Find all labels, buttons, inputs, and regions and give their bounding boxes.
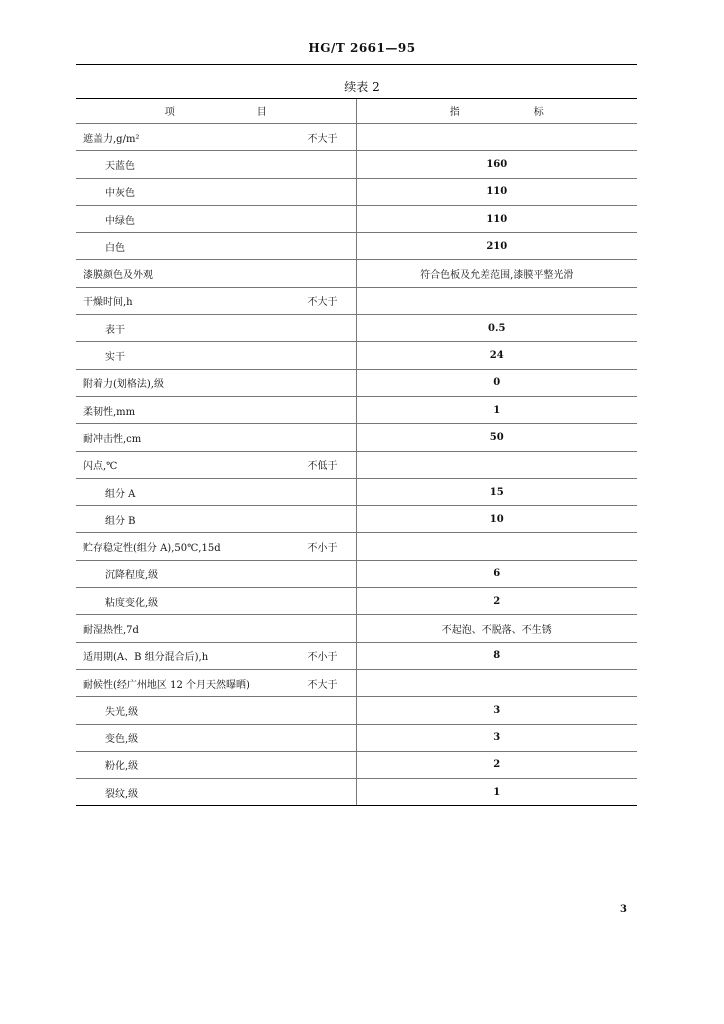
head-value-char-1: 指 [449,107,460,118]
table-head-row [76,98,637,124]
indicator-value: 1 [493,786,501,798]
head-item-cell [76,98,356,124]
item-label: 柔韧性,mm [83,406,136,418]
item-cell [76,724,356,751]
head-value-cell [356,98,637,124]
value-cell [356,124,637,151]
indicator-value: 3 [493,732,501,744]
item-cell [76,751,356,778]
item-qualifier: 不小于 [307,652,338,664]
item-cell [76,315,356,342]
value-cell [356,287,637,314]
item-label: 贮存稳定性(组分 A),50℃,15d [83,543,221,555]
item-qualifier: 不大于 [307,133,338,145]
item-cell [76,205,356,232]
table-row [76,260,637,287]
indicator-value: 8 [493,650,501,662]
item-cell [76,451,356,478]
item-cell [76,779,356,806]
value-cell [356,588,637,615]
value-cell [356,315,637,342]
table-row [76,478,637,505]
value-cell [356,451,637,478]
table-row [76,751,637,778]
value-cell [356,233,637,260]
value-cell [356,478,637,505]
item-label: 表干 [105,324,125,336]
head-item-char-2: 目 [256,107,267,118]
value-cell [356,506,637,533]
table-row [76,615,637,642]
indicator-value: 2 [493,759,501,771]
head-value-char-2: 标 [533,107,544,118]
value-cell [356,396,637,423]
item-cell [76,124,356,151]
value-cell [356,642,637,669]
table-row [76,178,637,205]
indicator-value: 0.5 [488,322,506,334]
table-row [76,533,637,560]
item-cell [76,396,356,423]
item-cell [76,478,356,505]
item-label: 遮盖力,g/m² [83,133,140,145]
value-cell [356,560,637,587]
indicator-value: 3 [493,704,501,716]
indicator-value: 2 [493,595,501,607]
table-row [76,342,637,369]
indicator-value: 160 [486,158,508,170]
item-qualifier: 不低于 [307,461,338,473]
item-cell [76,642,356,669]
indicator-value: 210 [486,240,508,252]
item-label: 附着力(划格法),级 [83,379,164,391]
table-row [76,124,637,151]
item-qualifier: 不大于 [307,297,338,309]
value-cell [356,178,637,205]
item-qualifier: 不大于 [307,679,338,691]
table-row [76,451,637,478]
item-cell [76,615,356,642]
item-label: 耐冲击性,cm [83,433,142,445]
value-cell [356,751,637,778]
value-cell [356,779,637,806]
item-label: 实干 [105,352,125,364]
item-label: 沉降程度,级 [105,570,159,582]
table-row [76,724,637,751]
table-row [76,642,637,669]
item-cell [76,697,356,724]
item-cell [76,669,356,696]
item-cell [76,533,356,560]
item-cell [76,178,356,205]
indicator-value: 110 [486,213,508,225]
item-cell [76,151,356,178]
value-cell [356,151,637,178]
indicator-value: 10 [489,513,504,525]
item-cell [76,369,356,396]
item-label: 中绿色 [105,215,135,227]
item-label: 天蓝色 [105,160,135,172]
item-cell [76,560,356,587]
item-cell [76,588,356,615]
table-row [76,424,637,451]
table-row [76,287,637,314]
table-row [76,205,637,232]
table-row [76,779,637,806]
head-item-char-1: 项 [164,107,175,118]
indicator-value: 15 [489,486,504,498]
indicator-value: 110 [486,186,508,198]
table-row [76,669,637,696]
indicator-value: 1 [493,404,501,416]
indicator-value: 不起泡、不脱落、不生锈 [441,624,552,636]
table-row [76,233,637,260]
table-row [76,151,637,178]
item-label: 闪点,℃ [83,461,118,473]
item-label: 组分 A [105,488,136,500]
item-label: 失光,级 [105,706,139,718]
item-cell [76,424,356,451]
item-label: 裂纹,级 [105,788,139,800]
value-cell [356,724,637,751]
value-cell [356,369,637,396]
table-row [76,369,637,396]
item-label: 粉化,级 [105,761,139,773]
item-cell [76,287,356,314]
item-qualifier: 不小于 [307,543,338,555]
item-cell [76,506,356,533]
item-label: 粘度变化,级 [105,597,159,609]
value-cell [356,533,637,560]
spec-table [76,98,637,806]
item-cell [76,233,356,260]
page-number: 3 [620,904,627,915]
item-label: 漆膜颜色及外观 [83,270,153,282]
indicator-value: 0 [493,377,501,389]
item-cell [76,342,356,369]
value-cell [356,260,637,287]
indicator-value: 符合色板及允差范围,漆膜平整光滑 [420,270,574,282]
item-label: 耐候性(经广州地区 12 个月天然曝晒) [83,679,250,691]
item-label: 适用期(A、B 组分混合后),h [83,652,209,664]
table-row [76,396,637,423]
indicator-value: 50 [489,431,504,443]
item-label: 组分 B [105,515,136,527]
table-row [76,506,637,533]
value-cell [356,342,637,369]
indicator-value: 24 [489,350,504,362]
table-row [76,588,637,615]
item-label: 变色,级 [105,734,139,746]
table-top-rule [76,98,637,99]
value-cell [356,205,637,232]
value-cell [356,424,637,451]
table-row [76,560,637,587]
indicator-value: 6 [493,568,501,580]
table-row [76,315,637,342]
value-cell [356,669,637,696]
item-label: 干燥时间,h [83,297,133,309]
value-cell [356,697,637,724]
item-label: 中灰色 [105,188,135,200]
table-caption: 续表 2 [344,80,380,94]
item-cell [76,260,356,287]
header-rule [76,64,637,65]
standard-number: HG/T 2661—95 [308,41,416,55]
item-label: 白色 [105,242,125,254]
table-row [76,697,637,724]
item-label: 耐湿热性,7d [83,624,139,636]
value-cell [356,615,637,642]
